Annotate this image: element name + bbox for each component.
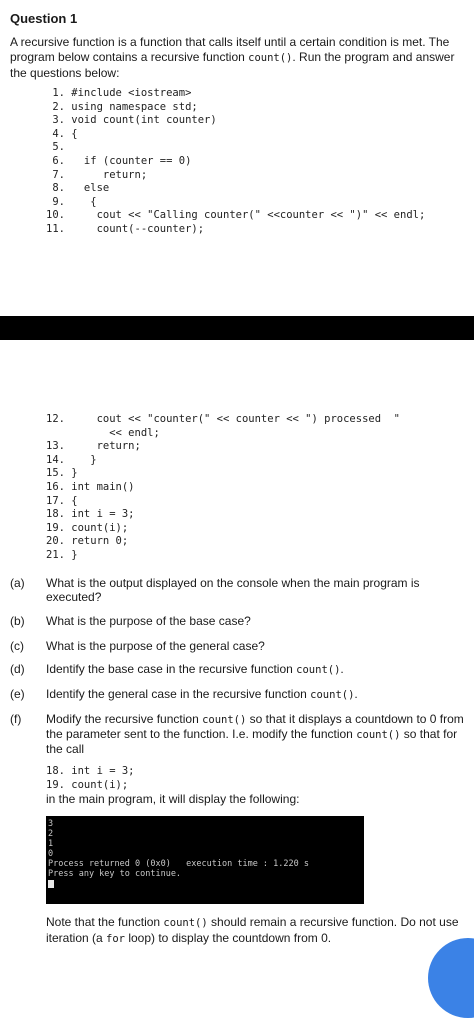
code-line: 7. return; [46, 168, 148, 181]
code-line: 8. else [46, 182, 110, 195]
console-line: 1 [48, 839, 54, 849]
question-d-label: (d) [10, 662, 25, 676]
question-b-label: (b) [10, 614, 25, 628]
code-listing-bottom [46, 413, 400, 563]
intro-paragraph [10, 35, 466, 81]
note-mid: should remain a recursive function. Do not use iteration (a [46, 915, 459, 945]
code-line: 19. count(i); [46, 521, 129, 534]
question-f-mid: so that it displays a countdown to 0 from the parameter sent to the function. I.e. modify the function [46, 712, 464, 741]
console-line: 3 [48, 819, 54, 829]
question-e-label: (e) [10, 687, 25, 701]
console-line: Process returned 0 (0x0) execution time : 1.220 s [48, 859, 309, 869]
snippet-line: 18. int i = 3; [46, 765, 135, 777]
question-a-label: (a) [10, 576, 25, 590]
code-line: 5. [46, 141, 65, 154]
snippet-line: 19. count(i); [46, 778, 129, 791]
question-d-code: count() [296, 664, 341, 676]
code-line: 14. } [46, 453, 97, 466]
black-band-divider [0, 316, 474, 340]
note-pre: Note that the function [46, 915, 164, 929]
intro-func-name: count() [248, 52, 293, 64]
code-line: 11. count(--counter); [46, 222, 205, 235]
console-line: Press any key to continue. [48, 869, 182, 879]
question-f-code-1: count() [202, 714, 247, 726]
question-f-post: so that for the call [46, 727, 458, 756]
question-f-label: (f) [10, 712, 22, 726]
code-line: 16. int main() [46, 480, 135, 493]
question-f-after-text: in the main program, it will display the following: [46, 792, 300, 806]
code-line: 20. return 0; [46, 535, 129, 548]
intro-text-1: A recursive function is a function that calls itself until a certain condition is met. The program below contains a recursive function [10, 35, 450, 64]
question-d-post: . [340, 662, 344, 676]
question-e-text [46, 687, 466, 702]
question-c-label: (c) [10, 639, 24, 653]
question-f-pre: Modify the recursive function [46, 712, 203, 726]
code-line: 2. using namespace std; [46, 100, 198, 113]
corner-blue-shape [428, 938, 474, 1018]
code-line: 17. { [46, 494, 78, 507]
code-line: 9. { [46, 195, 97, 208]
code-line: 12. cout << "counter(" << counter << ") processed " [46, 413, 401, 425]
question-d-pre: Identify the base case in the recursive function [46, 662, 297, 676]
question-heading: Question 1 [10, 11, 78, 26]
note-code-2: for [106, 933, 125, 945]
console-line: 2 [48, 829, 54, 839]
code-line: 21. } [46, 548, 78, 561]
question-e-code: count() [310, 689, 355, 701]
code-line: 13. return; [46, 440, 141, 453]
code-line: 6. if (counter == 0) [46, 154, 192, 167]
note-paragraph [46, 915, 466, 947]
question-d-text [46, 662, 466, 677]
code-line: 3. void count(int counter) [46, 114, 217, 127]
code-line: 10. cout << "Calling counter(" <<counter << ")" << endl; [46, 209, 426, 222]
question-b-text: What is the purpose of the base case? [46, 614, 251, 628]
question-f-after [46, 792, 466, 806]
console-line: 0 [48, 849, 54, 859]
question-c-text: What is the purpose of the general case? [46, 639, 265, 653]
code-line: << endl; [46, 426, 160, 439]
question-f-text [46, 712, 466, 756]
code-listing-top [46, 87, 425, 237]
question-a-text: What is the output displayed on the console when the main program is executed? [46, 576, 420, 604]
code-line: 18. int i = 3; [46, 508, 135, 521]
question-f-code-snippet [46, 765, 135, 792]
console-output-window [46, 816, 364, 904]
intro-text-2: . Run the program and answer the questions below: [10, 50, 455, 80]
code-line: 4. { [46, 127, 78, 140]
question-e-post: . [354, 687, 358, 701]
question-f-code-2: count() [356, 729, 401, 741]
note-code-1: count() [163, 917, 208, 929]
code-line: 15. } [46, 467, 78, 480]
question-e-pre: Identify the general case in the recursive function [46, 687, 311, 701]
note-post: loop) to display the countdown from 0. [125, 931, 332, 945]
code-line: 1. #include <iostream> [46, 87, 192, 99]
console-cursor [48, 880, 54, 888]
